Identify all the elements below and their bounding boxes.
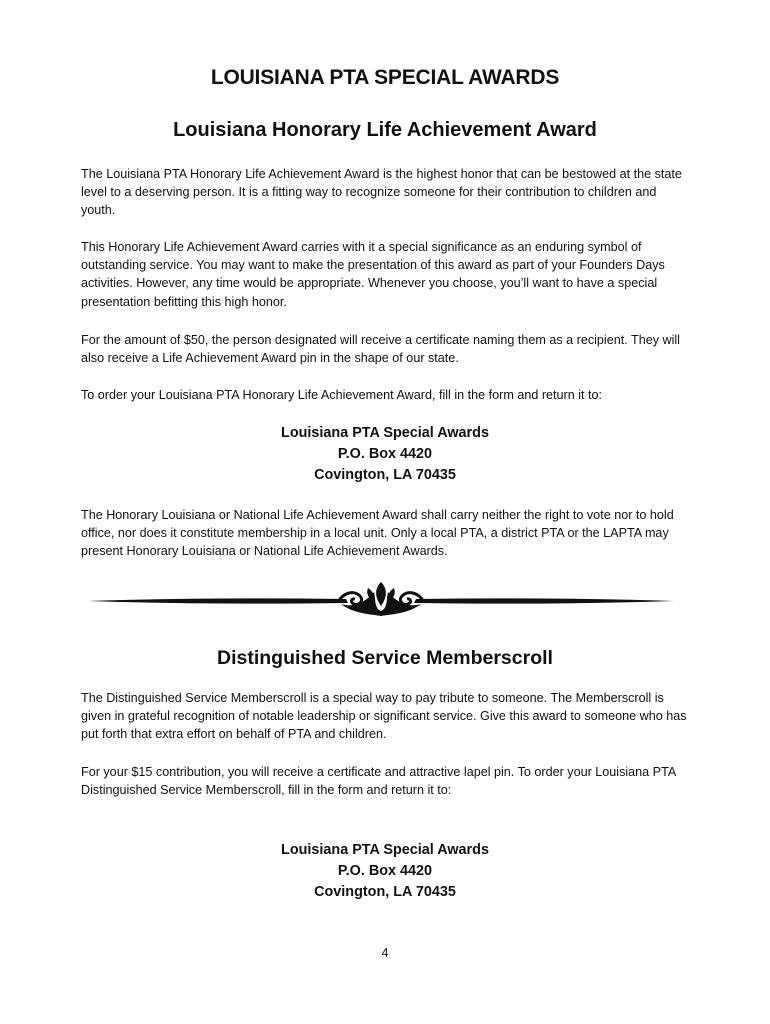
- address-line: Covington, LA 70435: [314, 467, 456, 483]
- page-number: 4: [381, 946, 389, 960]
- mailing-address: [0, 840, 770, 903]
- paragraph: This Honorary Life Achievement Award carries with it a special significance as an enduring symbol of outstanding service. You may want to make the presentation of this award as part of your Founders Days activities. However, any time would be appropriate. Whenever you choose, you’ll want to have a special presentation befitting this high honor.: [81, 240, 665, 309]
- address-line: P.O. Box 4420: [337, 446, 433, 462]
- address-line: Covington, LA 70435: [314, 884, 456, 900]
- paragraph: The Louisiana PTA Honorary Life Achievement Award is the highest honor that can be bestowed at the state level to a deserving person. It is a fitting way to recognize someone for their contribution to children and youth.: [81, 167, 682, 218]
- eligibility-note: The Honorary Louisiana or National Life Achievement Award shall carry neither the right to vote nor to hold office, nor does it constitute membership in a local unit. Only a local PTA, a district PTA or the LAPTA may present Honorary Louisiana or National Life Achievement Awards.: [81, 508, 674, 559]
- ornamental-flourish-icon: [86, 578, 676, 624]
- address-line: Louisiana PTA Special Awards: [281, 842, 489, 858]
- paragraph: For your $15 contribution, you will receive a certificate and attractive lapel pin. To order your Louisiana PTA Distinguished Service Memberscroll, fill in the form and return it to:: [81, 765, 676, 798]
- page-title: LOUISIANA PTA SPECIAL AWARDS: [210, 66, 560, 89]
- section-heading-memberscroll: Distinguished Service Memberscroll: [217, 647, 553, 669]
- section-heading-life-achievement: Louisiana Honorary Life Achievement Award: [173, 119, 597, 141]
- address-line: Louisiana PTA Special Awards: [281, 425, 489, 441]
- paragraph: To order your Louisiana PTA Honorary Life Achievement Award, fill in the form and return it to:: [81, 388, 603, 402]
- paragraph: For the amount of $50, the person designated will receive a certificate naming them as a recipient. They will also receive a Life Achievement Award pin in the shape of our state.: [81, 333, 680, 366]
- paragraph: The Distinguished Service Memberscroll is a special way to pay tribute to someone. The Memberscroll is given in grateful recognition of notable leadership or significant service. Give this award to someone who has put forth that extra effort on behalf of PTA and children.: [81, 691, 687, 742]
- mailing-address: [0, 423, 770, 486]
- address-line: P.O. Box 4420: [337, 863, 433, 879]
